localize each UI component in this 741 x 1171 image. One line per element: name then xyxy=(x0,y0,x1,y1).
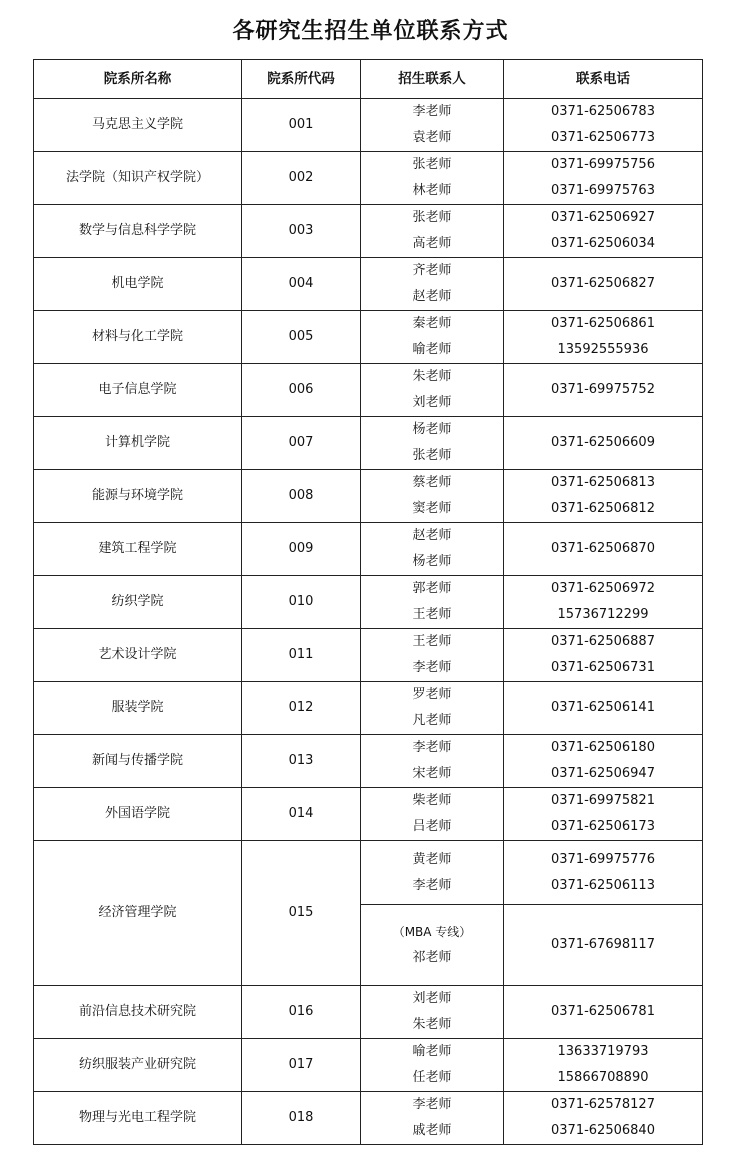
phone-number: 0371-62506972 xyxy=(551,581,655,596)
phone-number: 15866708890 xyxy=(557,1070,649,1085)
phone-number: 0371-62506180 xyxy=(551,740,655,755)
dept-code-cell: 002 xyxy=(242,152,361,205)
contact-cell xyxy=(361,1092,504,1145)
table-row xyxy=(34,417,703,470)
phone-number: 0371-69975763 xyxy=(551,183,655,198)
dept-code-cell: 004 xyxy=(242,258,361,311)
contact-cell xyxy=(361,311,504,364)
contact-person: 刘老师 xyxy=(412,991,452,1006)
dept-code-cell: 016 xyxy=(242,986,361,1039)
phone-number: 0371-62506781 xyxy=(551,1004,655,1019)
dept-name-cell: 新闻与传播学院 xyxy=(34,735,242,788)
dept-code-cell: 007 xyxy=(242,417,361,470)
table-row xyxy=(34,152,703,205)
contact-person: 吕老师 xyxy=(412,819,452,834)
header-phone: 联系电话 xyxy=(504,60,703,99)
phone-cell xyxy=(504,99,703,152)
contact-person: 郭老师 xyxy=(412,581,452,596)
phone-cell xyxy=(504,905,703,986)
dept-code-cell: 011 xyxy=(242,629,361,682)
phone-cell xyxy=(504,682,703,735)
dept-name-cell: 能源与环境学院 xyxy=(34,470,242,523)
dept-code-cell: 001 xyxy=(242,99,361,152)
dept-code-cell: 015 xyxy=(242,841,361,986)
table-row xyxy=(34,523,703,576)
phone-number: 0371-62506870 xyxy=(551,541,655,556)
phone-number: 0371-62506773 xyxy=(551,130,655,145)
contact-person: 张老师 xyxy=(412,210,452,225)
dept-code-cell: 010 xyxy=(242,576,361,629)
dept-name-cell: 物理与光电工程学院 xyxy=(34,1092,242,1145)
table-row xyxy=(34,1092,703,1145)
table-row xyxy=(34,205,703,258)
contact-person: 李老师 xyxy=(412,740,452,755)
contact-cell xyxy=(361,576,504,629)
dept-name-cell: 材料与化工学院 xyxy=(34,311,242,364)
table-row xyxy=(34,735,703,788)
phone-number: 0371-62506113 xyxy=(551,877,655,893)
dept-code-cell: 013 xyxy=(242,735,361,788)
phone-number: 0371-62506813 xyxy=(551,475,655,490)
contact-person: 齐老师 xyxy=(412,263,452,278)
header-contact-person: 招生联系人 xyxy=(361,60,504,99)
contact-person: 张老师 xyxy=(412,448,452,463)
contact-person: 高老师 xyxy=(412,236,452,251)
contact-cell xyxy=(361,152,504,205)
contact-cell xyxy=(361,735,504,788)
contact-cell xyxy=(361,986,504,1039)
phone-number: 0371-69975821 xyxy=(551,793,655,808)
contact-person: 王老师 xyxy=(412,607,452,622)
dept-code-cell: 017 xyxy=(242,1039,361,1092)
table-row xyxy=(34,682,703,735)
phone-number: 0371-69975756 xyxy=(551,157,655,172)
phone-cell xyxy=(504,258,703,311)
contact-cell xyxy=(361,1039,504,1092)
phone-number: 15736712299 xyxy=(557,607,649,622)
contact-cell xyxy=(361,682,504,735)
contact-person: 罗老师 xyxy=(412,687,452,702)
table-row xyxy=(34,576,703,629)
phone-number: 0371-62506812 xyxy=(551,501,655,516)
table-row xyxy=(34,788,703,841)
dept-name-cell: 服装学院 xyxy=(34,682,242,735)
table-row xyxy=(34,311,703,364)
phone-number: 0371-62506173 xyxy=(551,819,655,834)
phone-cell xyxy=(504,629,703,682)
contact-cell xyxy=(361,99,504,152)
contact-cell xyxy=(361,205,504,258)
header-row xyxy=(34,60,703,99)
contact-person: 李老师 xyxy=(412,660,452,675)
table-row xyxy=(34,986,703,1039)
dept-name-cell: 建筑工程学院 xyxy=(34,523,242,576)
dept-code-cell: 006 xyxy=(242,364,361,417)
phone-cell xyxy=(504,788,703,841)
phone-cell xyxy=(504,470,703,523)
phone-number: 0371-62506947 xyxy=(551,766,655,781)
contact-person: 黄老师 xyxy=(412,851,452,867)
phone-number: 0371-62506609 xyxy=(551,435,655,450)
contact-person: 杨老师 xyxy=(412,422,452,437)
contact-person: 赵老师 xyxy=(412,289,452,304)
phone-cell xyxy=(504,205,703,258)
phone-number: 13592555936 xyxy=(557,342,649,357)
contact-person: （MBA 专线） xyxy=(392,925,472,939)
dept-name-cell: 纺织服装产业研究院 xyxy=(34,1039,242,1092)
contact-person: 李老师 xyxy=(412,877,452,893)
phone-cell xyxy=(504,1092,703,1145)
contact-person: 秦老师 xyxy=(412,316,452,331)
contact-person: 李老师 xyxy=(412,104,452,119)
dept-name-cell: 法学院（知识产权学院） xyxy=(34,152,242,205)
phone-number: 0371-62506783 xyxy=(551,104,655,119)
dept-name-cell: 外国语学院 xyxy=(34,788,242,841)
dept-code-cell: 018 xyxy=(242,1092,361,1145)
contact-person: 宋老师 xyxy=(412,766,452,781)
contact-cell xyxy=(361,523,504,576)
contact-cell xyxy=(361,788,504,841)
contact-cell xyxy=(361,470,504,523)
phone-cell xyxy=(504,735,703,788)
phone-cell xyxy=(504,417,703,470)
phone-cell xyxy=(504,841,703,905)
dept-name-cell: 前沿信息技术研究院 xyxy=(34,986,242,1039)
contact-person: 杨老师 xyxy=(412,554,452,569)
phone-number: 0371-67698117 xyxy=(551,937,655,952)
phone-number: 13633719793 xyxy=(557,1044,649,1059)
dept-name-cell: 纺织学院 xyxy=(34,576,242,629)
contact-cell xyxy=(361,905,504,986)
phone-number: 0371-62506141 xyxy=(551,700,655,715)
table-row xyxy=(34,364,703,417)
phone-number: 0371-62506731 xyxy=(551,660,655,675)
phone-number: 0371-62578127 xyxy=(551,1097,655,1112)
contact-table xyxy=(33,59,703,1145)
dept-code-cell: 005 xyxy=(242,311,361,364)
dept-name-cell: 马克思主义学院 xyxy=(34,99,242,152)
phone-number: 0371-62506887 xyxy=(551,634,655,649)
contact-person: 张老师 xyxy=(412,157,452,172)
dept-code-cell: 008 xyxy=(242,470,361,523)
table-row xyxy=(34,1039,703,1092)
dept-name-cell: 数学与信息科学学院 xyxy=(34,205,242,258)
header-dept-code: 院系所代码 xyxy=(242,60,361,99)
contact-person: 凡老师 xyxy=(412,713,452,728)
phone-cell xyxy=(504,523,703,576)
phone-cell xyxy=(504,364,703,417)
contact-person: 朱老师 xyxy=(412,1017,452,1032)
table-row xyxy=(34,629,703,682)
phone-number: 0371-62506034 xyxy=(551,236,655,251)
phone-number: 0371-69975752 xyxy=(551,382,655,397)
contact-person: 喻老师 xyxy=(412,1044,452,1059)
contact-person: 柴老师 xyxy=(412,793,452,808)
contact-person: 任老师 xyxy=(412,1070,452,1085)
phone-cell xyxy=(504,576,703,629)
phone-cell xyxy=(504,1039,703,1092)
table-row xyxy=(34,841,703,905)
phone-number: 0371-62506840 xyxy=(551,1123,655,1138)
dept-code-cell: 009 xyxy=(242,523,361,576)
phone-number: 0371-62506927 xyxy=(551,210,655,225)
dept-name-cell: 电子信息学院 xyxy=(34,364,242,417)
table-row xyxy=(34,470,703,523)
contact-person: 袁老师 xyxy=(412,130,452,145)
contact-person: 林老师 xyxy=(412,183,452,198)
contact-cell xyxy=(361,841,504,905)
contact-person: 喻老师 xyxy=(412,342,452,357)
table-row xyxy=(34,99,703,152)
dept-name-cell: 艺术设计学院 xyxy=(34,629,242,682)
contact-cell xyxy=(361,258,504,311)
contact-cell xyxy=(361,629,504,682)
contact-person: 李老师 xyxy=(412,1097,452,1112)
phone-number: 0371-62506827 xyxy=(551,276,655,291)
page-title: 各研究生招生单位联系方式 xyxy=(232,18,509,44)
contact-cell xyxy=(361,417,504,470)
header-dept-name: 院系所名称 xyxy=(34,60,242,99)
contact-person: 王老师 xyxy=(412,634,452,649)
phone-number: 0371-69975776 xyxy=(551,851,655,867)
contact-person: 朱老师 xyxy=(412,369,452,384)
dept-code-cell: 003 xyxy=(242,205,361,258)
dept-code-cell: 012 xyxy=(242,682,361,735)
contact-person: 赵老师 xyxy=(412,528,452,543)
dept-name-cell: 经济管理学院 xyxy=(34,841,242,986)
dept-name-cell: 计算机学院 xyxy=(34,417,242,470)
contact-person: 戚老师 xyxy=(412,1123,452,1138)
contact-person: 刘老师 xyxy=(412,395,452,410)
table-row xyxy=(34,258,703,311)
contact-person: 蔡老师 xyxy=(412,475,452,490)
contact-person: 窦老师 xyxy=(412,501,452,516)
dept-name-cell: 机电学院 xyxy=(34,258,242,311)
contact-cell xyxy=(361,364,504,417)
phone-cell xyxy=(504,986,703,1039)
phone-cell xyxy=(504,152,703,205)
contact-person: 祁老师 xyxy=(412,950,452,965)
phone-cell xyxy=(504,311,703,364)
dept-code-cell: 014 xyxy=(242,788,361,841)
phone-number: 0371-62506861 xyxy=(551,316,655,331)
